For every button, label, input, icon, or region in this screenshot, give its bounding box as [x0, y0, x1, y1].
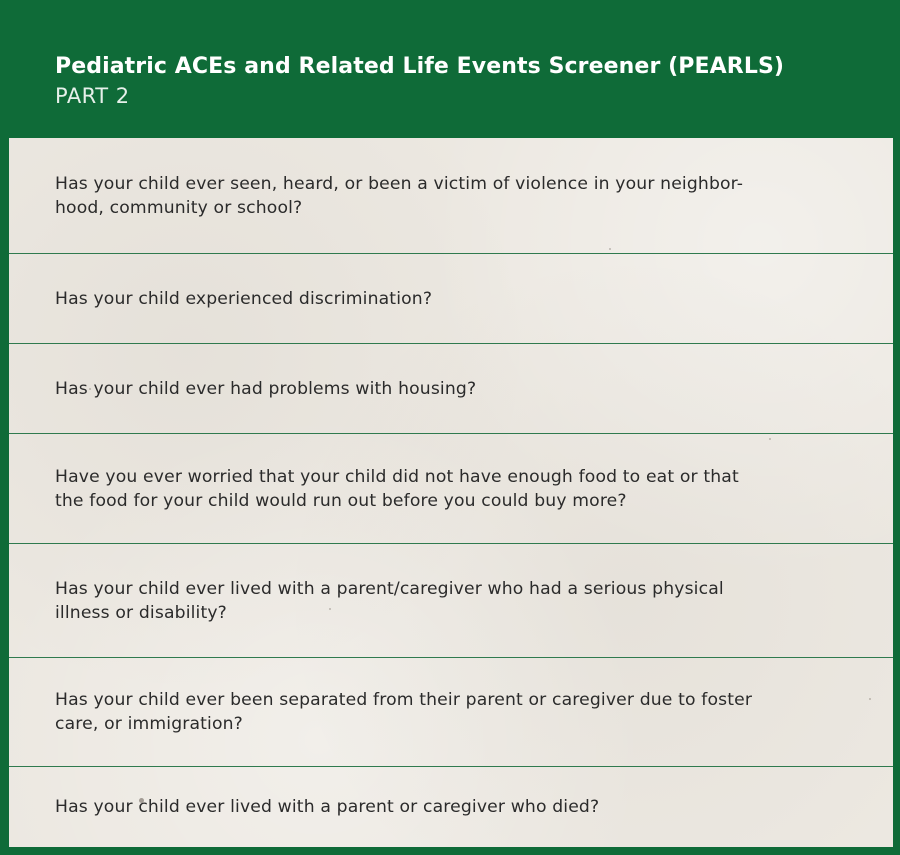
questions-panel — [9, 138, 893, 847]
page-title: Pediatric ACEs and Related Life Events Screener (PEARLS) — [55, 54, 785, 79]
question-text: Has your child ever seen, heard, or been a victim of violence in your neighbor- hood, community or school? — [55, 173, 744, 218]
question-text: Has your child ever had problems with housing? — [55, 378, 477, 399]
question-row — [9, 344, 893, 434]
question-row — [9, 544, 893, 658]
question-row — [9, 138, 893, 254]
question-text: Have you ever worried that your child did not have enough food to eat or that the food for your child would run out before you could buy more? — [55, 466, 739, 511]
question-row — [9, 767, 893, 847]
question-row — [9, 254, 893, 344]
question-text: Has your child ever lived with a parent/caregiver who had a serious physical illness or disability? — [55, 578, 724, 623]
header-banner — [0, 0, 900, 138]
question-text: Has your child experienced discrimination? — [55, 288, 433, 309]
question-text: Has your child ever lived with a parent or caregiver who died? — [55, 797, 600, 817]
question-text: Has your child ever been separated from their parent or caregiver due to foster care, or immigration? — [55, 690, 753, 734]
question-row — [9, 658, 893, 767]
question-row — [9, 434, 893, 544]
page-subtitle: PART 2 — [55, 84, 130, 108]
